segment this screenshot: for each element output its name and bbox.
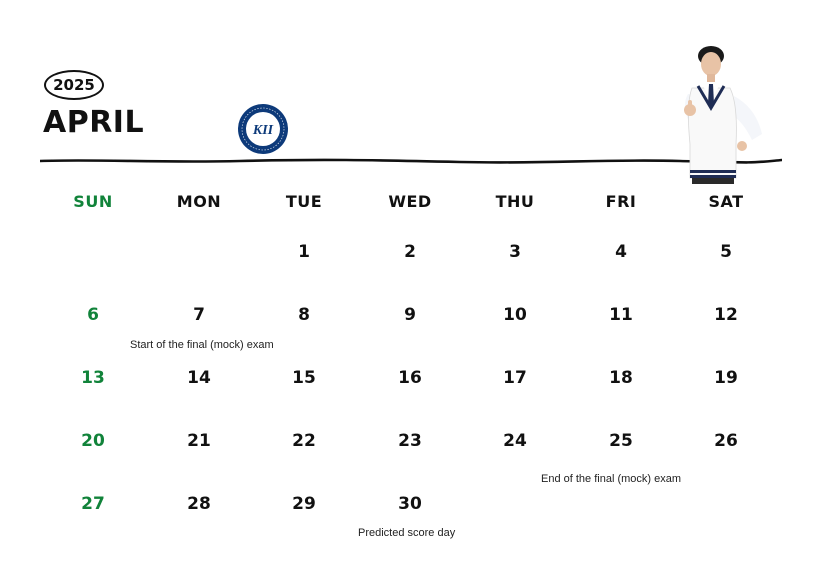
day-cell: 14 [187,368,211,388]
day-cell: 2 [404,242,416,262]
day-cell: 12 [714,305,738,325]
day-cell: 5 [720,242,732,262]
day-cell: 27 [81,494,105,514]
day-cell: 25 [609,431,633,451]
day-cell: 6 [87,305,99,325]
day-cell: 18 [609,368,633,388]
weekday-fri: FRI [605,192,637,211]
day-cell: 20 [81,431,105,451]
day-cell: 29 [292,494,316,514]
day-cell: 7 [193,305,205,325]
day-cell: 30 [398,494,422,514]
day-cell: 8 [298,305,310,325]
day-cell: 21 [187,431,211,451]
day-cell: 16 [398,368,422,388]
day-cell: 1 [298,242,310,262]
event-mock-exam-start: Start of the final (mock) exam [130,339,274,351]
month-title: APRIL [43,105,145,140]
day-cell: 15 [292,368,316,388]
day-cell: 13 [81,368,105,388]
event-mock-exam-end: End of the final (mock) exam [541,473,682,485]
weekday-sat: SAT [708,192,744,211]
weekday-wed: WED [388,192,432,211]
weekday-sun: SUN [73,192,113,211]
day-cell: 11 [609,305,633,325]
day-cell: 17 [503,368,527,388]
weekday-thu: THU [495,192,535,211]
year-badge [44,70,104,100]
svg-text:KII: KII [252,123,274,138]
day-cell: 24 [503,431,527,451]
day-cell: 3 [509,242,521,262]
year-label: 2025 [53,76,95,94]
day-cell: 23 [398,431,422,451]
day-cell: 9 [404,305,416,325]
weekday-tue: TUE [285,192,323,211]
day-cell: 10 [503,305,527,325]
header-divider [40,152,782,172]
institute-logo [237,103,289,155]
day-cell: 28 [187,494,211,514]
day-cell: 26 [714,431,738,451]
day-cell: 4 [615,242,627,262]
day-cell: 22 [292,431,316,451]
weekday-mon: MON [176,192,222,211]
day-cell: 19 [714,368,738,388]
student-photo [676,44,772,184]
event-predicted-score-day: Predicted score day [358,527,456,539]
